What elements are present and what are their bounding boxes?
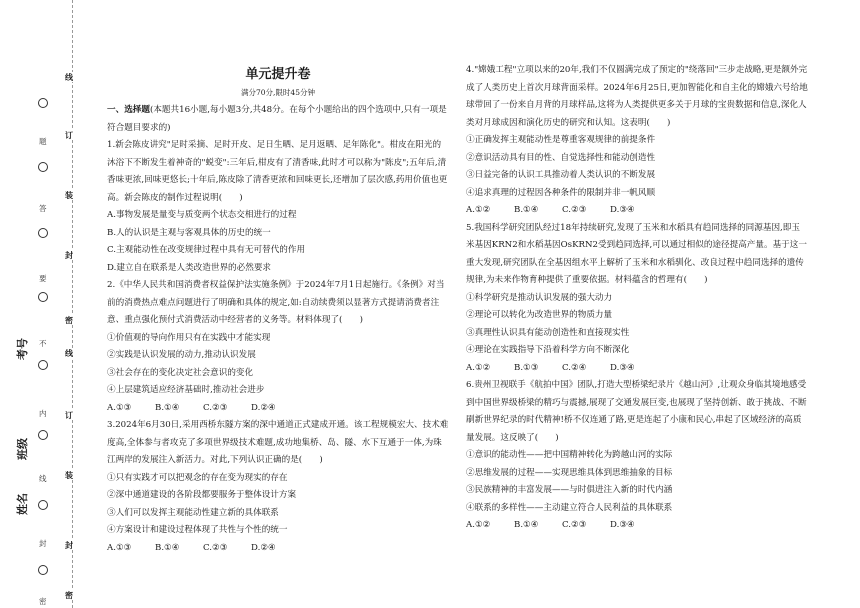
choice-d: D.②④ [251,402,276,413]
page-title: 单元提升卷 [245,67,311,82]
question-4-choices [466,202,808,220]
question-3-item: ①只有实践才可以把观念的存在变为现实的存在 [107,472,288,483]
binding-hole-circle [38,360,48,370]
question-1-option-b: B.人的认识是主观与客观具体的历史的统一 [107,227,271,238]
question-3-choices [107,540,449,558]
seal-inner-char: 密 [39,597,47,606]
choice-a: A.①③ [107,542,132,553]
choice-b: B.①④ [155,402,180,413]
question-2-stem: 2.《中华人民共和国消费者权益保护法实施条例》于2024年7月1日起施行。《条例》对当前的消费热点难点问题进行了明确和具体的规定,如:自动续费须以显著方式提请消费者注意、重点强化预付式消费活动中经营者的义务等。材料体现了( ) [107,280,445,325]
question-3-item: ③人们可以发挥主观能动性建立新的具体联系 [107,507,279,518]
question-1-option-a: A.事物发展是量变与质变两个状态交相进行的过程 [107,210,297,220]
question-6-stem: 6.贵州卫视联手《航拍中国》团队,打造大型桥梁纪录片《越山河》,让观众身临其境地感受到中国世界级桥梁的精巧与震撼,展现了交通发展巨变,也展现了坚持创新、敢于挑战、不断刷新世界纪录的时代精神!桥不仅连通了路,更是连起了小康和民心,串起了区域经济的高质量发展。这反映了( ) [466,380,807,443]
seal-char: 订 [65,410,73,420]
question-5-item: ①科学研究是推动认识发展的强大动力 [466,292,613,303]
question-2-item: ①价值观的导向作用只有在实践中才能实现 [107,332,271,343]
binding-hole-circle [38,565,48,575]
field-id-label: 考号 [16,338,29,360]
seal-inner-char: 答 [39,204,47,213]
choice-d: D.②④ [251,542,276,553]
question-2-item: ②实践是认识发展的动力,推动认识发展 [107,350,256,360]
question-3-item: ②深中通道建设的各阶段都要服务于整体设计方案 [107,490,297,500]
page-subtitle: 满分70分,限时45分钟 [241,88,315,97]
seal-char: 装 [65,470,73,480]
choice-d: D.③④ [610,362,635,373]
question-6-item: ④联系的多样性——主动建立符合人民利益的具体联系 [466,502,673,513]
choice-d: D.③④ [610,205,635,215]
binding-hole-circle [38,162,48,172]
section-heading [107,102,449,137]
seal-char: 线 [65,348,73,358]
question-5-item: ②理论可以转化为改造世界的物质力量 [466,310,613,320]
question-6-choices [466,517,808,535]
choice-b: B.①③ [514,362,539,373]
binding-hole-circle [38,430,48,440]
left-column [107,62,449,557]
choice-a: A.①③ [107,402,132,413]
seal-inner-char: 内 [39,409,47,418]
binding-hole-circle [38,228,48,238]
binding-dashed-line [72,0,73,608]
seal-char: 封 [65,250,73,260]
binding-hole-circle [38,500,48,510]
choice-d: D.③④ [610,520,635,530]
section-title: 一、选择题 [107,105,150,115]
question-2-choices [107,400,449,418]
question-1-stem: 1.新会陈皮讲究"足时采摘、足时开皮、足日生晒、足月返晒、足年陈化"。柑皮在阳光的沐浴下不断发生着神奇的"蜕变":三年后,柑皮有了清香味,此时才可以称为"陈皮";五年后,清香味更浓,回味更悠长;十年后,陈皮除了清香更浓和回味更长,还增加了层次感,药用价值也更高。新会陈皮的制作过程说明( ) [107,140,448,203]
choice-b: B.①④ [514,520,539,530]
seal-inner-char: 要 [39,274,47,283]
question-3-item: ④方案设计和建设过程体现了共性与个性的统一 [107,525,288,535]
question-4-stem: 4."嫦娥工程"立项以来的20年,我们不仅圆满完成了预定的"绕落回"三步走战略,更是额外完成了人类历史上首次月球背面采样。2024年6月25日,更加智能化和自主化的嫦娥六号给地球带回了一份来自月背的月球样品,这将为人类提供更多关于月球的宝贵数据和信息,深化人类对月球成因和演化历史的研究和认知。这表明( ) [466,65,808,128]
question-2-item: ③社会存在的变化决定社会意识的变化 [107,367,254,378]
seal-char: 密 [65,315,73,325]
question-2-item: ④上层建筑适应经济基础时,推动社会进步 [107,385,265,395]
seal-inner-char: 不 [39,339,47,348]
binding-hole-circle [38,292,48,302]
question-1-option-c: C.主观能动性在改变规律过程中具有无可替代的作用 [107,245,306,255]
choice-a: A.①② [466,362,491,373]
question-5-item: ③真理性认识具有能动创造性和直接现实性 [466,327,630,338]
seal-inner-char: 题 [39,137,47,146]
field-name-label: 姓名 [16,493,29,515]
field-class-label: 班级 [16,438,29,460]
seal-char: 封 [65,540,73,550]
question-3-stem: 3.2024年6月30日,采用西桥东隧方案的深中通道正式建成开通。该工程规模宏大、技术难度高,全体参与者攻克了多项世界级技术难题,成功地集桥、岛、隧、水下互通于一体,为珠江两岸的发展注入新活力。对此,下列认识正确的是( ) [107,420,449,465]
question-4-item: ①正确发挥主观能动性是尊重客观规律的前提条件 [466,135,656,145]
question-1-option-d: D.建立自在联系是人类改造世界的必然要求 [107,262,272,273]
choice-c: C.②④ [562,362,587,373]
choice-b: B.①④ [514,205,539,215]
seal-inner-char: 封 [39,539,47,548]
binding-hole-circle [38,98,48,108]
question-6-item: ②思维发展的过程——实现思维具体到思维抽象的目标 [466,467,673,478]
seal-char: 线 [65,72,73,82]
choice-c: C.②③ [203,402,228,413]
question-5-item: ④理论在实践指导下沿着科学方向不断深化 [466,345,630,355]
choice-c: C.②③ [562,205,587,215]
choice-c: C.②③ [562,520,587,530]
question-4-item: ④追求真理的过程因各种条件的限制并非一帆风顺 [466,187,656,198]
question-6-item: ①意识的能动性——把中国精神转化为跨越山河的实际 [466,450,673,460]
choice-a: A.①② [466,205,491,215]
question-6-item: ③民族精神的丰富发展——与时俱进注入新的时代内涵 [466,485,673,495]
section-instructions: (本题共16小题,每小题3分,共48分。在每个小题给出的四个选项中,只有一项是符合题目要求的) [107,105,447,133]
binding-margin [0,0,90,608]
choice-a: A.①② [466,520,491,530]
seal-char: 订 [65,130,73,140]
choice-c: C.②③ [203,542,228,553]
question-4-item: ③日益完备的认识工具推动着人类认识的不断发展 [466,170,656,180]
seal-inner-char: 线 [39,474,47,483]
right-column [466,62,808,535]
choice-b: B.①④ [155,542,180,553]
seal-char: 装 [65,190,73,200]
seal-char: 密 [65,590,73,600]
question-4-item: ②意识活动具有目的性、自觉选择性和能动创造性 [466,152,656,163]
question-5-stem: 5.我国科学研究团队经过18年持续研究,发现了玉米和水稻具有趋同选择的同源基因,即玉米基因KRN2和水稻基因OsKRN2受到趋同选择,可以通过相似的途径提高产量。基于这一重大发现,研究团队在全基因组水平上解析了玉米和水稻驯化、改良过程中趋同选择的遗传规律,为未来作物育种提供了重要依据。材料蕴含的哲理有( ) [466,222,807,285]
question-5-choices [466,360,808,378]
